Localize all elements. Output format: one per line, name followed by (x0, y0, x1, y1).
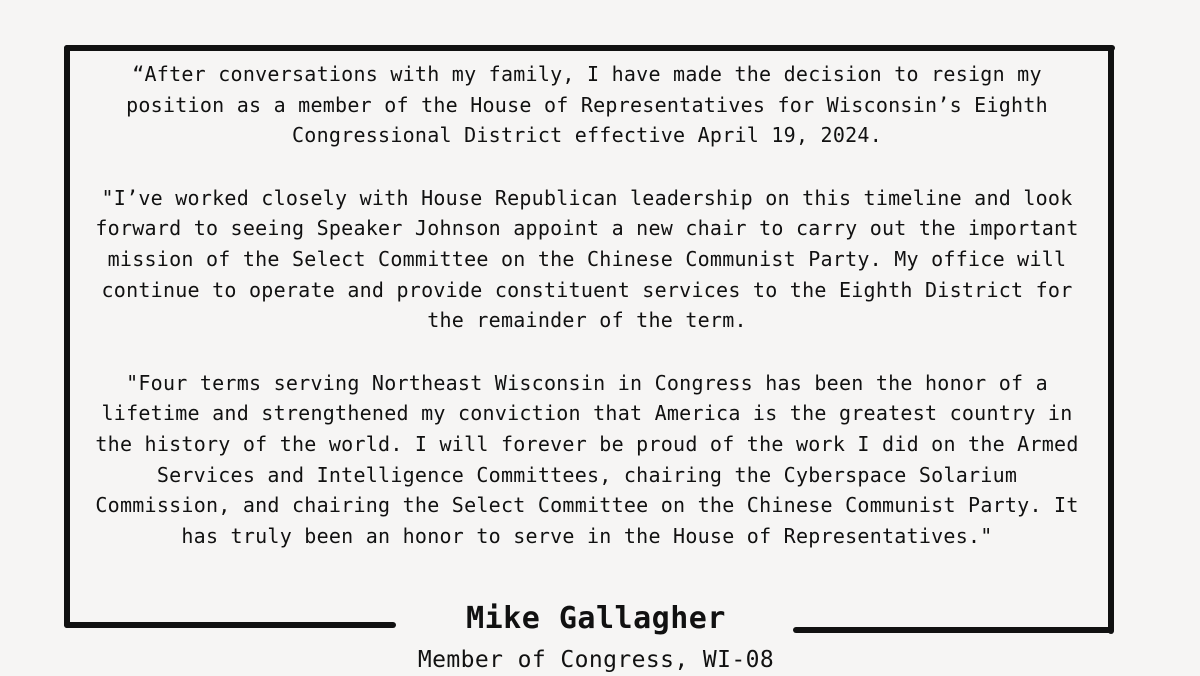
statement-body (84, 59, 1090, 551)
frame-border-top (64, 45, 1115, 51)
statement-paragraph-1: “After conversations with my family, I have made the decision to resign my position as a member of the House of Representatives for Wisconsin’s Eighth Congressional District effective April 19, 2024. (126, 62, 1048, 148)
signer-name: Mike Gallagher (466, 601, 726, 636)
frame-border-left (64, 45, 70, 628)
frame-border-bottom-left (64, 622, 396, 628)
frame-border-right (1108, 45, 1114, 634)
statement-paragraph-2: "I’ve worked closely with House Republican leadership on this timeline and look forward to seeing Speaker Johnson appoint a new chair to carry out the important mission of the Select Committee on the Chinese Communist Party. My office will continue to operate and provide constituent services to the Eighth District for the remainder of the term. (95, 185, 1079, 333)
frame-border-bottom-right (793, 627, 1114, 633)
signer-title: Member of Congress, WI-08 (417, 647, 775, 673)
statement-paragraph-3: "Four terms serving Northeast Wisconsin in Congress has been the honor of a lifetime and strengthened my conviction that America is the greatest country in the history of the world. I will forever be proud of the work I did on the Armed Services and Intelligence Committees, chairing the Cyberspace Solarium Commission, and chairing the Select Committee on the Chinese Communist Party. It has truly been an honor to serve in the House of Representatives." (95, 370, 1079, 548)
